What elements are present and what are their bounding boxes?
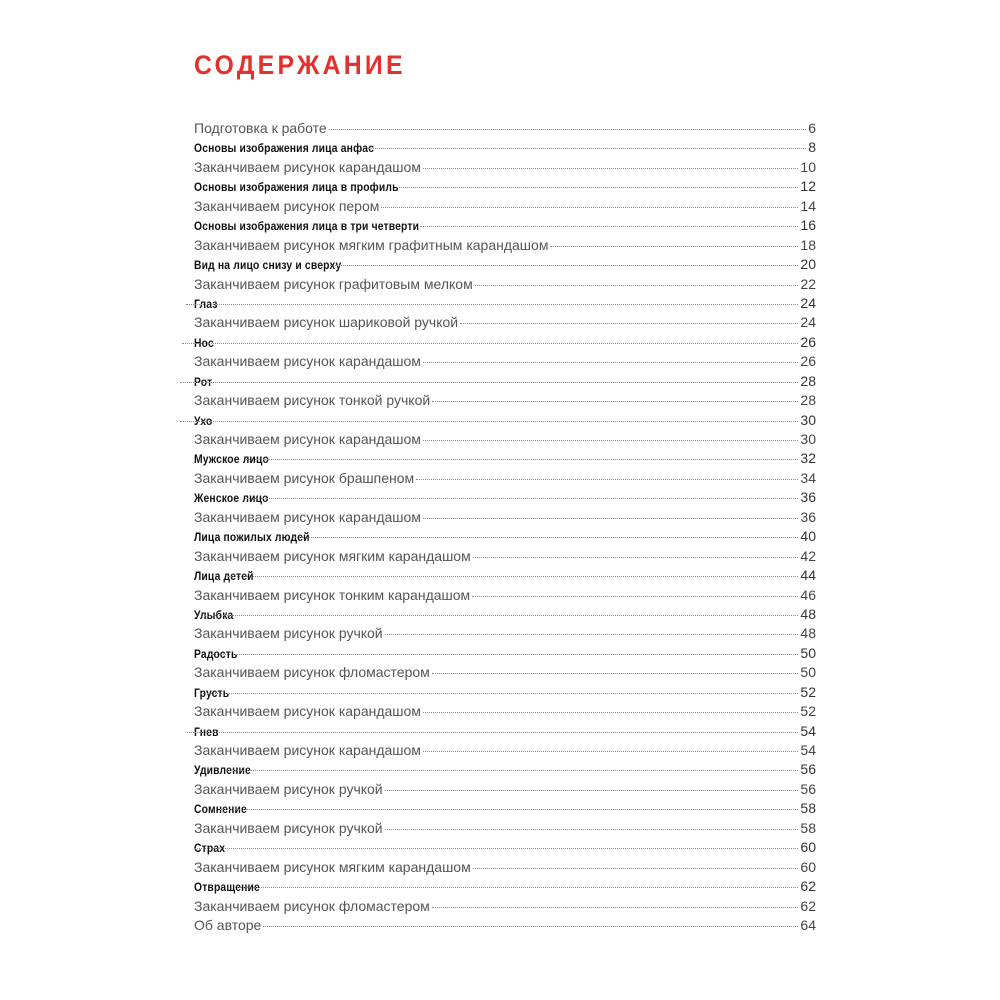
- dot-leader: [423, 751, 798, 752]
- toc-page-number: 16: [800, 217, 816, 234]
- dot-leader: [432, 673, 799, 674]
- toc-page-number: 36: [800, 508, 816, 525]
- toc-page-number: 10: [800, 158, 816, 175]
- toc-page-number: 40: [800, 528, 816, 545]
- toc-section-entry[interactable]: [194, 158, 816, 177]
- toc-entry-title: Сомнение: [194, 802, 247, 817]
- toc-entry-title: Улыбка: [194, 607, 234, 622]
- dot-leader: [473, 557, 799, 558]
- toc-page-number: 26: [800, 333, 816, 350]
- toc-page-number: 56: [800, 761, 816, 778]
- toc-page-number: 62: [800, 897, 816, 914]
- dot-leader: [420, 226, 798, 227]
- toc-page-number: 48: [800, 625, 816, 642]
- toc-page-number: 54: [800, 742, 816, 758]
- toc-entry-title: Заканчиваем рисунок шариковой ручкой: [194, 314, 459, 331]
- dot-leader: [423, 440, 798, 441]
- dot-leader: [235, 887, 798, 888]
- toc-entry-title: Заканчиваем рисунок карандашом: [194, 353, 421, 370]
- toc-chapter-entry[interactable]: [194, 605, 816, 624]
- toc-section-entry[interactable]: [194, 702, 816, 721]
- toc-page-number: 60: [800, 839, 816, 856]
- toc-page-number: 58: [800, 800, 816, 817]
- toc-page-number: 50: [800, 644, 816, 661]
- toc-section-entry[interactable]: [194, 916, 816, 935]
- toc-chapter-entry[interactable]: [194, 177, 816, 196]
- toc-page-number: 28: [800, 372, 816, 389]
- toc-page-number: 22: [800, 275, 816, 292]
- page-title: СОДЕРЖАНИЕ: [194, 50, 406, 80]
- toc-chapter-entry[interactable]: [194, 566, 816, 585]
- dot-leader: [330, 265, 798, 266]
- toc-page-number: 28: [800, 392, 816, 409]
- toc-entry-title: Отвращение: [194, 880, 260, 895]
- toc-chapter-entry[interactable]: [194, 527, 816, 546]
- dot-leader: [200, 693, 799, 694]
- toc-entry-title: Рот: [194, 374, 213, 389]
- dot-leader: [416, 479, 798, 480]
- toc-page-number: 58: [800, 819, 816, 836]
- dot-leader: [381, 207, 798, 208]
- toc-page-number: 56: [800, 780, 816, 797]
- toc-entry-title: Заканчиваем рисунок фломастером: [194, 664, 430, 681]
- toc-page-number: 52: [800, 683, 816, 700]
- dot-leader: [195, 848, 799, 849]
- toc-section-entry[interactable]: [194, 197, 816, 216]
- toc-section-entry[interactable]: [194, 547, 816, 566]
- toc-chapter-entry[interactable]: [194, 838, 816, 857]
- dot-leader: [385, 790, 799, 791]
- toc-section-entry[interactable]: [194, 508, 816, 527]
- dot-leader: [228, 576, 798, 577]
- toc-entry-title: Грусть: [194, 685, 230, 700]
- dot-leader: [423, 712, 798, 713]
- toc-page-number: 62: [800, 878, 816, 895]
- toc-page-number: 18: [800, 236, 816, 253]
- toc-entry-title: Страх: [194, 841, 226, 856]
- toc-section-entry[interactable]: [194, 586, 816, 605]
- toc-chapter-entry[interactable]: [194, 138, 816, 157]
- dot-leader: [180, 382, 799, 383]
- dot-leader: [220, 809, 798, 810]
- dot-leader: [550, 246, 798, 247]
- dot-leader: [473, 868, 799, 869]
- dot-leader: [368, 148, 806, 149]
- toc-entry-title: Заканчиваем рисунок мягким карандашом: [194, 858, 471, 875]
- dot-leader: [209, 654, 798, 655]
- toc-entry-title: Заканчиваем рисунок ручкой: [194, 780, 383, 797]
- toc-page-number: 24: [800, 314, 816, 331]
- toc-chapter-entry[interactable]: [194, 683, 816, 702]
- toc-entry-title: Женское лицо: [194, 491, 269, 506]
- toc-chapter-entry[interactable]: [194, 644, 816, 663]
- toc-entry-title: Нос: [194, 335, 214, 350]
- toc-entry-title: Заканчиваем рисунок карандашом: [194, 508, 421, 525]
- toc-chapter-entry[interactable]: [194, 799, 816, 818]
- dot-leader: [423, 168, 798, 169]
- dot-leader: [186, 304, 798, 305]
- toc-entry-title: Заканчиваем рисунок тонкой ручкой: [194, 392, 431, 409]
- toc-entry-title: Заканчиваем рисунок ручкой: [194, 625, 383, 642]
- toc-section-entry[interactable]: [194, 624, 816, 643]
- toc-page-number: 46: [800, 586, 816, 603]
- dot-leader: [385, 829, 799, 830]
- dot-leader: [293, 537, 798, 538]
- toc-chapter-entry[interactable]: [194, 877, 816, 896]
- toc-page-number: 24: [800, 294, 816, 311]
- dot-leader: [245, 498, 798, 499]
- toc-section-entry[interactable]: [194, 313, 816, 332]
- toc-chapter-entry[interactable]: [194, 449, 816, 468]
- toc-entry-title: Заканчиваем рисунок карандашом: [194, 703, 421, 720]
- toc-page-number: 42: [800, 547, 816, 564]
- toc-entry-title: Основы изображения лица в профиль: [194, 180, 399, 195]
- toc-entry-title: Лица пожилых людей: [194, 530, 310, 545]
- toc-section-entry[interactable]: [194, 119, 816, 138]
- dot-leader: [432, 907, 799, 908]
- toc-page-number: 50: [800, 664, 816, 681]
- toc-section-entry[interactable]: [194, 352, 816, 371]
- toc-entry-title: Заканчиваем рисунок брашпеном: [194, 469, 415, 486]
- dot-leader: [246, 459, 799, 460]
- toc-section-entry[interactable]: [194, 819, 816, 838]
- toc-page-number: 26: [800, 353, 816, 370]
- toc-entry-title: Заканчиваем рисунок мягким графитным карандашом: [194, 236, 549, 253]
- toc-section-entry[interactable]: [194, 858, 816, 877]
- toc-page-number: 6: [808, 120, 816, 136]
- dot-leader: [180, 421, 798, 422]
- toc-entry-title: Удивление: [194, 763, 251, 778]
- toc-entry-title: Заканчиваем рисунок карандашом: [194, 431, 421, 447]
- toc-chapter-entry[interactable]: [194, 216, 816, 235]
- toc-chapter-entry[interactable]: [194, 333, 816, 352]
- toc-section-entry[interactable]: [194, 663, 816, 682]
- toc-page-number: 36: [800, 489, 816, 506]
- dot-leader: [397, 187, 799, 188]
- toc-page-number: 30: [800, 431, 816, 447]
- toc-entry-title: Мужское лицо: [194, 452, 269, 467]
- toc-page-number: 14: [800, 197, 816, 214]
- toc-page-number: 8: [808, 139, 816, 156]
- toc-entry-title: Заканчиваем рисунок фломастером: [194, 897, 430, 914]
- toc-chapter-entry[interactable]: [194, 488, 816, 507]
- toc-page-number: 52: [800, 703, 816, 720]
- dot-leader: [263, 926, 798, 927]
- toc-chapter-entry[interactable]: [194, 294, 816, 313]
- toc-entry-title: Основы изображения лица анфас: [194, 141, 375, 156]
- toc-entry-title: Гнев: [194, 724, 219, 739]
- toc-entry-title: Заканчиваем рисунок карандашом: [194, 742, 421, 758]
- toc-page-number: 60: [800, 858, 816, 875]
- toc-section-entry[interactable]: [194, 741, 816, 760]
- toc-entry-title: Заканчиваем рисунок тонким карандашом: [194, 586, 471, 603]
- toc-section-entry[interactable]: [194, 275, 816, 294]
- dot-leader: [460, 323, 798, 324]
- toc-section-entry[interactable]: [194, 897, 816, 916]
- toc-page-number: 30: [800, 411, 816, 428]
- toc-page-number: 32: [800, 450, 816, 467]
- toc-entry-title: Заканчиваем рисунок пером: [194, 197, 380, 214]
- dot-leader: [385, 634, 799, 635]
- dot-leader: [182, 343, 799, 344]
- dot-leader: [225, 770, 799, 771]
- toc-page-number: 48: [800, 605, 816, 622]
- toc-entry-title: Подготовка к работе: [194, 120, 327, 136]
- toc-section-entry[interactable]: [194, 430, 816, 449]
- toc-entry-title: Основы изображения лица в три четверти: [194, 219, 420, 234]
- toc-entry-title: Глаз: [194, 296, 218, 311]
- dot-leader: [423, 362, 798, 363]
- toc-section-entry[interactable]: [194, 780, 816, 799]
- toc-page-number: 34: [800, 469, 816, 486]
- toc-page-number: 12: [800, 178, 816, 195]
- dot-leader: [205, 615, 799, 616]
- toc-section-entry[interactable]: [194, 391, 816, 410]
- dot-leader: [423, 518, 798, 519]
- toc-section-entry[interactable]: [194, 469, 816, 488]
- dot-leader: [432, 401, 798, 402]
- toc-chapter-entry[interactable]: [194, 722, 816, 741]
- toc-entry-title: Радость: [194, 646, 238, 661]
- dot-leader: [329, 129, 807, 130]
- toc-entry-title: Ухо: [194, 413, 213, 428]
- toc-entry-title: Об авторе: [194, 916, 262, 933]
- toc-chapter-entry[interactable]: [194, 411, 816, 430]
- toc-entry-title: Заканчиваем рисунок карандашом: [194, 158, 421, 175]
- table-of-contents: [194, 119, 816, 935]
- toc-page-number: 20: [800, 256, 816, 273]
- toc-chapter-entry[interactable]: [194, 255, 816, 274]
- dot-leader: [472, 596, 798, 597]
- dot-leader: [187, 732, 798, 733]
- toc-page-number: 64: [800, 916, 816, 933]
- toc-entry-title: Заканчиваем рисунок ручкой: [194, 819, 383, 836]
- toc-section-entry[interactable]: [194, 236, 816, 255]
- dot-leader: [475, 285, 799, 286]
- toc-chapter-entry[interactable]: [194, 372, 816, 391]
- toc-entry-title: Вид на лицо снизу и сверху: [194, 258, 342, 273]
- toc-entry-title: Заканчиваем рисунок графитовым мелком: [194, 275, 473, 292]
- toc-page-number: 54: [800, 722, 816, 739]
- toc-entry-title: Заканчиваем рисунок мягким карандашом: [194, 547, 471, 564]
- toc-entry-title: Лица детей: [194, 569, 254, 584]
- toc-page-number: 44: [800, 567, 816, 584]
- toc-chapter-entry[interactable]: [194, 760, 816, 779]
